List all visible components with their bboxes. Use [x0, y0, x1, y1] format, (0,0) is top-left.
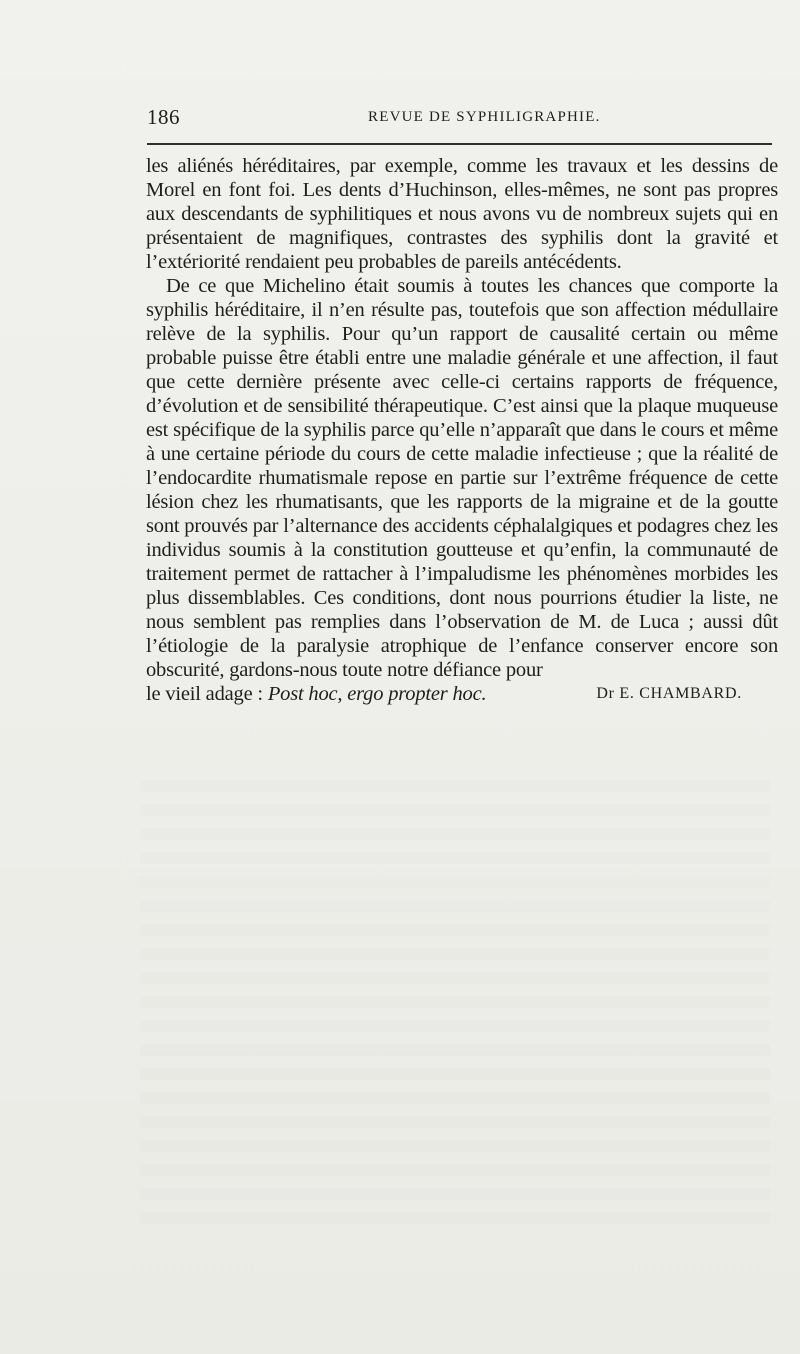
- closing-line-prefix: le vieil adage :: [146, 683, 263, 705]
- paragraph-1: les aliénés héréditaires, par exemple, comme les travaux et les dessins de Morel en font foi. Les dents d’Huchinson, elles-mêmes, ne sont pas propres aux descendants de syphilitiques et nous avons vu de nombreux sujets qui en présentaient de magnifiques, contrastes des syphilis dont la gravité et l’extériorité rendaient peu probables de pareils antécédents.: [146, 155, 778, 273]
- paragraph-2: De ce que Michelino était soumis à toutes les chances que comporte la syphilis héréditaire, il n’en résulte pas, toutefois que son affection médullaire relève de la syphilis. Pour qu’un rapport de causalité certain ou même probable puisse être établi entre une maladie générale et une affection, il faut que cette dernière présente avec celle-ci certains rapports de fréquence, d’évolution et de sensibilité thérapeutique. C’est ainsi que la plaque muqueuse est spécifique de la syphilis parce qu’elle n’apparaît que dans le cours et même à une certaine période du cours de cette maladie infectieuse ; que la réalité de l’endocardite rhumatismale repose en partie sur l’extrême fréquence de cette lésion chez les rhumatisants, que les rapports de la migraine et de la goutte sont prouvés par l’alternance des accidents céphalalgiques et podagres chez les individus soumis à la constitution goutteuse et qu’enfin, la communauté de traitement permet de rattacher à l’impaludisme les phénomènes morbides les plus dissemblables. Ces conditions, dont nous pourrions étudier la liste, ne nous semblent pas remplies dans l’observation de M. de Luca ; aussi dût l’étiologie de la paralysie atrophique de l’enfance conserver encore son obscurité, gardons-nous toute notre défiance pour: [146, 275, 778, 681]
- latin-phrase: Post hoc, ergo propter hoc.: [267, 683, 487, 705]
- page-header: [147, 105, 770, 135]
- page-number: 186: [147, 105, 180, 129]
- header-rule: [147, 143, 772, 145]
- closing-line: [146, 682, 778, 706]
- bleedthrough-background: [140, 780, 770, 1234]
- article-text: [146, 154, 778, 706]
- running-head: REVUE DE SYPHILIGRAPHIE.: [368, 109, 601, 125]
- author-signature: Dr E. CHAMBARD.: [596, 685, 742, 702]
